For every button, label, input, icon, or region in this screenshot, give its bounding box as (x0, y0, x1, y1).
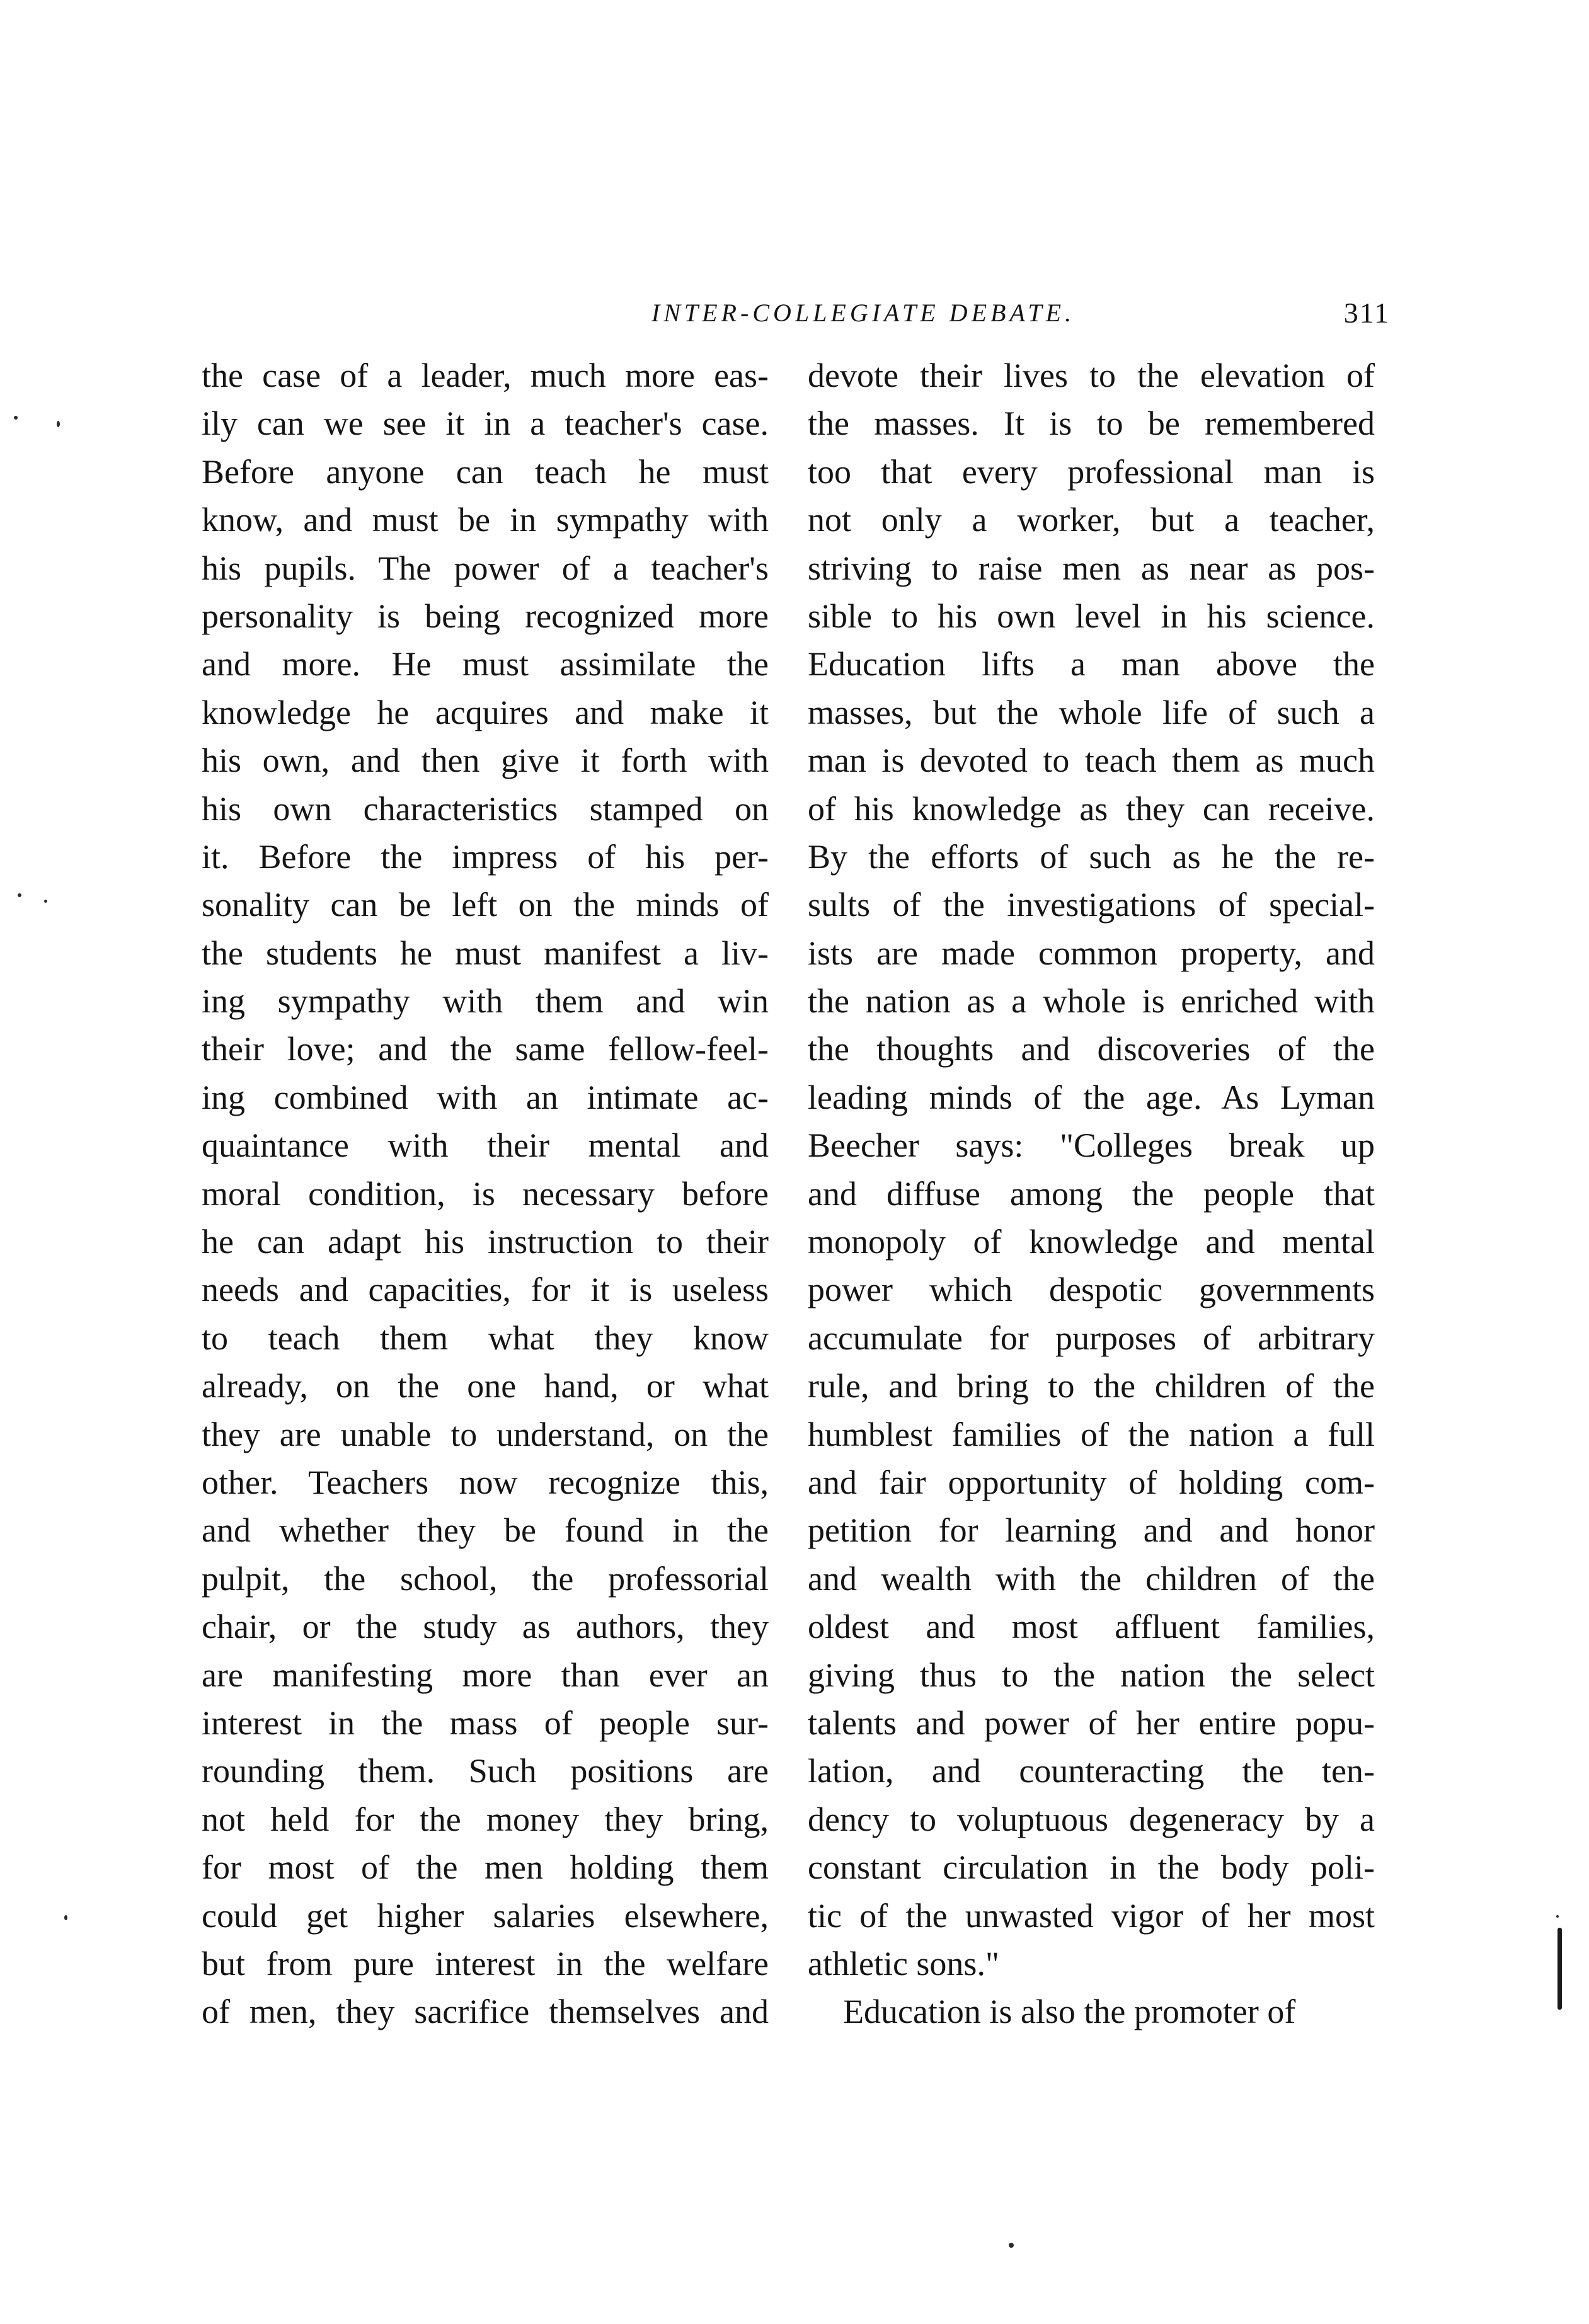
text-line: leading minds of the age. As Lyman (808, 1078, 1375, 1116)
text-line: Education is also the promoter of (843, 1993, 1296, 2031)
text-line: rounding them. Such positions are (202, 1752, 769, 1790)
text-line: moral condition, is necessary before (202, 1174, 769, 1213)
running-title: INTER-COLLEGIATE DEBATE. (651, 299, 1076, 327)
text-line: Beecher says: "Colleges break up (808, 1126, 1375, 1165)
text-line: knowledge he acquires and make it (202, 693, 769, 731)
text-line: and diffuse among the people that (808, 1174, 1375, 1213)
text-line: the thoughts and discoveries of the (808, 1030, 1375, 1068)
text-line: sible to his own level in his science. (808, 597, 1375, 635)
text-line: ists are made common property, and (808, 934, 1375, 972)
text-line: monopoly of knowledge and mental (808, 1223, 1375, 1261)
text-line: it. Before the impress of his per- (202, 837, 769, 876)
text-line: ily can we see it in a teacher's case. (202, 404, 769, 443)
left-column (202, 352, 769, 2036)
text-line: quaintance with their mental and (202, 1126, 769, 1165)
text-line: the nation as a whole is enriched with (808, 982, 1375, 1021)
text-line: and whether they be found in the (202, 1511, 769, 1550)
scan-edge-mark (1557, 1928, 1562, 2010)
text-line: dency to voluptuous degeneracy by a (808, 1800, 1375, 1838)
text-line: Before anyone can teach he must (202, 452, 769, 491)
text-line: man is devoted to teach them as much (808, 741, 1375, 780)
text-line: athletic sons." (808, 1944, 999, 1983)
text-line: his pupils. The power of a teacher's (202, 549, 769, 587)
text-line: and wealth with the children of the (808, 1559, 1375, 1598)
text-line: but from pure interest in the welfare (202, 1944, 769, 1983)
scan-speck (18, 893, 21, 897)
text-line: devote their lives to the elevation of (808, 357, 1375, 394)
text-line: already, on the one hand, or what (202, 1367, 769, 1405)
text-line: constant circulation in the body poli- (808, 1848, 1375, 1887)
text-line: masses, but the whole life of such a (808, 693, 1375, 731)
text-line: sults of the investigations of special- (808, 886, 1375, 924)
text-line: his own, and then give it forth with (202, 741, 769, 780)
text-line: could get higher salaries elsewhere, (202, 1896, 769, 1935)
text-line: the students he must manifest a liv- (202, 934, 769, 972)
text-line: know, and must be in sympathy with (202, 501, 769, 539)
text-line: giving thus to the nation the select (808, 1656, 1375, 1694)
text-line: of men, they sacrifice themselves and (202, 1993, 769, 2031)
text-line: they are unable to understand, on the (202, 1415, 769, 1453)
text-line: petition for learning and and honor (808, 1511, 1375, 1550)
text-line: their love; and the same fellow-feel- (202, 1030, 769, 1068)
text-line: humblest families of the nation a full (808, 1415, 1375, 1453)
running-head (189, 291, 1399, 335)
page-number: 311 (1343, 297, 1390, 329)
text-line: Education lifts a man above the (808, 645, 1375, 684)
text-line: the case of a leader, much more eas- (202, 357, 769, 394)
text-line: talents and power of her entire popu- (808, 1703, 1375, 1742)
text-line: chair, or the study as authors, they (202, 1608, 769, 1646)
text-line: the masses. It is to be remembered (808, 404, 1375, 443)
scan-speck (1009, 2243, 1014, 2248)
text-line: for most of the men holding them (202, 1848, 769, 1887)
scan-speck (64, 1915, 67, 1920)
text-line: are manifesting more than ever an (202, 1656, 769, 1694)
text-line: other. Teachers now recognize this, (202, 1463, 769, 1501)
text-line: power which despotic governments (808, 1271, 1375, 1309)
right-column (808, 352, 1375, 2036)
text-line: lation, and counteracting the ten- (808, 1752, 1375, 1790)
text-line: By the efforts of such as he the re- (808, 837, 1375, 876)
text-line: not only a worker, but a teacher, (808, 501, 1375, 539)
text-line: of his knowledge as they can receive. (808, 789, 1375, 828)
text-line: pulpit, the school, the professorial (202, 1559, 769, 1598)
text-line: needs and capacities, for it is useless (202, 1271, 769, 1309)
text-line: not held for the money they bring, (202, 1800, 769, 1838)
text-line: too that every professional man is (808, 452, 1375, 491)
text-line: ing combined with an intimate ac- (202, 1078, 769, 1116)
text-line: he can adapt his instruction to their (202, 1223, 769, 1261)
text-line: oldest and most affluent families, (808, 1608, 1375, 1646)
scan-speck (44, 900, 47, 903)
text-line: interest in the mass of people sur- (202, 1703, 769, 1742)
text-line: to teach them what they know (202, 1319, 769, 1357)
text-line: ing sympathy with them and win (202, 982, 769, 1021)
text-line: striving to raise men as near as pos- (808, 549, 1375, 587)
scan-speck (1556, 1915, 1559, 1918)
text-line: sonality can be left on the minds of (202, 886, 769, 924)
text-line: personality is being recognized more (202, 597, 769, 635)
text-line: and fair opportunity of holding com- (808, 1463, 1375, 1501)
text-line: rule, and bring to the children of the (808, 1367, 1375, 1405)
text-line: and more. He must assimilate the (202, 645, 769, 684)
text-line: his own characteristics stamped on (202, 789, 769, 828)
scan-speck (57, 421, 60, 427)
scan-speck (14, 416, 18, 420)
text-line: tic of the unwasted vigor of her most (808, 1896, 1375, 1935)
text-line: accumulate for purposes of arbitrary (808, 1319, 1375, 1357)
